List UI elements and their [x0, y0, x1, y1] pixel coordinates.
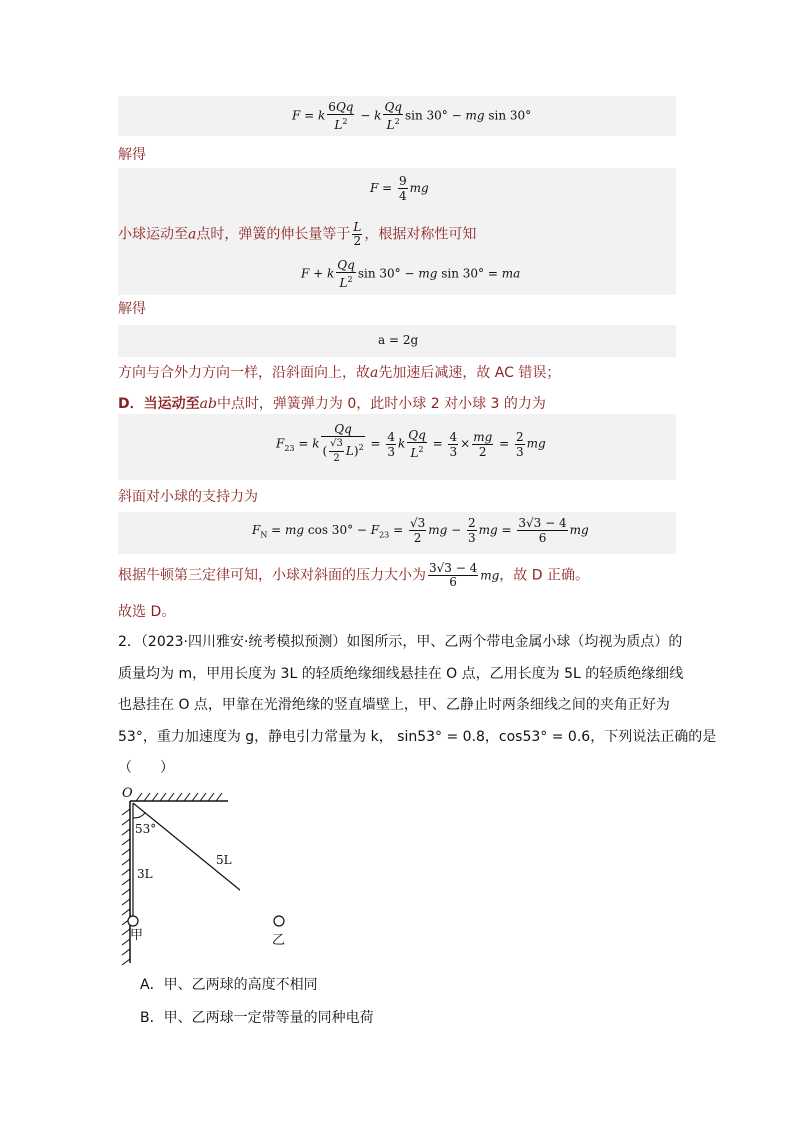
- solve-label-1: 解得: [118, 147, 146, 163]
- label-yi: 乙: [272, 933, 286, 948]
- label-5L: 5L: [216, 853, 232, 867]
- option-b: B．甲、乙两球一定带等量的同种电荷: [140, 1010, 374, 1026]
- question-2-line-2: 质量均为 m，甲用长度为 3L 的轻质绝缘细线悬挂在 O 点，乙用长度为 5L 的轻质绝缘细线: [118, 666, 684, 682]
- label-jia: 甲: [130, 928, 144, 943]
- ball-yi-figure: [262, 912, 302, 952]
- equation-3: F + k $\frac{Qq}{L^2}$ sin 30° − mg sin 30° = ma: [301, 258, 521, 290]
- label-angle: 53°: [135, 822, 157, 836]
- equation-6: $F_N$ = mg $\cos 30^\circ - F_{23}$ = $\frac{√3}{2}$ mg − $\frac{2}{3}$ mg = $\frac{3√3 - 4}{6}$ mg: [252, 516, 589, 545]
- text-support-force: 斜面对小球的支持力为: [118, 489, 258, 505]
- question-2-line-1: 2．（2023·四川雅安·统考模拟预测）如图所示，甲、乙两个带电金属小球（均视为质点）的: [118, 634, 683, 650]
- ball-yi: [274, 916, 284, 926]
- option-a: A．甲、乙两球的高度不相同: [140, 977, 318, 993]
- text-newton-third-law: 根据牛顿第三定律可知，小球对斜面的压力大小为 $\frac{3√3 - 4}{6}$ mg，故 D 正确。: [118, 561, 589, 589]
- text-direction: 方向与合外力方向一样，沿斜面向上，故a先加速后减速，故 AC 错误；: [118, 365, 561, 381]
- text-a-point: 小球运动至a点时，弹簧的伸长量等于 $\frac{L}{2}$ ，根据对称性可知: [118, 220, 477, 248]
- wall-hatch: [122, 809, 130, 965]
- equation-4: a = 2g: [378, 333, 419, 347]
- label-O: O: [122, 786, 133, 801]
- ball-jia: [128, 916, 138, 926]
- label-3L: 3L: [137, 867, 153, 881]
- solve-label-2: 解得: [118, 301, 146, 317]
- question-2-line-5: （ ）: [118, 760, 174, 776]
- angle-arc: [133, 813, 145, 818]
- equation-5: $F_{23} = k$ Qq ( $\frac{√3}{2}$ L)$^2$ = $\frac{4}{3}$ k $\frac{Qq}{L^2}$ = $\frac{4}{3}$ × $\frac{mg}{2}$ = $\frac{2}{3}$ mg: [276, 422, 546, 464]
- ceiling-hatch: [136, 793, 222, 801]
- pendulum-figure: [110, 783, 240, 968]
- text-choose-answer: 故选 D。: [118, 604, 176, 620]
- equation-1: F = k $\frac{6Qq}{L^2}$ − k $\frac{Qq}{L^2}$ sin 30° − mg sin 30°: [292, 100, 532, 132]
- text-option-d: D．当运动至ab中点时，弹簧弹力为 0，此时小球 2 对小球 3 的力为: [118, 396, 546, 412]
- equation-2: F = $\frac{9}{4}$ mg: [370, 174, 429, 203]
- question-2-line-4: 53°，重力加速度为 g，静电引力常量为 k， sin53° = 0.8，cos53° = 0.6，下列说法正确的是: [118, 729, 717, 745]
- question-2-line-3: 也悬挂在 O 点，甲靠在光滑绝缘的竖直墙壁上，甲、乙静止时两条细线之间的夹角正好为: [118, 697, 670, 713]
